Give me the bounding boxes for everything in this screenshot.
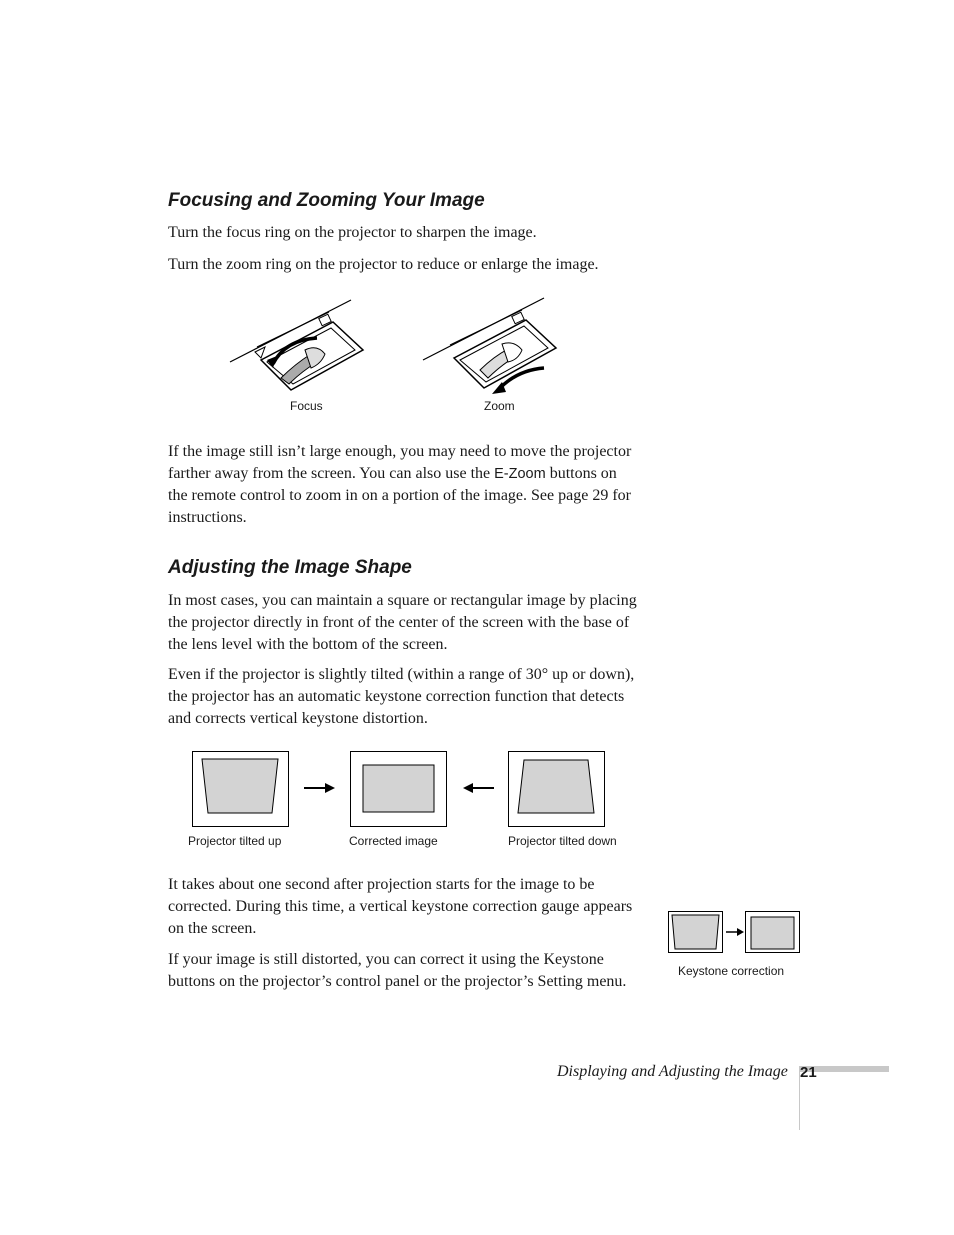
side-arrow-right-icon xyxy=(725,927,745,937)
figure-caption-corrected: Corrected image xyxy=(349,834,438,848)
focus-ring-illustration xyxy=(230,300,363,390)
paragraph-ezoom-text-2: buttons on the remote control to zoom in on a portion of the image. See page 29 for instructions. xyxy=(168,465,631,526)
footer-chapter-title: Displaying and Adjusting the Image xyxy=(557,1063,788,1080)
side-figure-after-frame xyxy=(745,911,800,953)
figure-tilted-down-frame xyxy=(508,751,605,827)
section-heading-focusing: Focusing and Zooming Your Image xyxy=(168,190,485,211)
side-figure-caption: Keystone correction xyxy=(678,964,785,978)
paragraph-ezoom xyxy=(168,441,638,529)
figure-caption-zoom: Zoom xyxy=(484,399,515,413)
paragraph-focus-ring: Turn the focus ring on the projector to sharpen the image. xyxy=(168,224,537,241)
arrow-right-icon xyxy=(303,781,337,795)
paragraph-one-second: It takes about one second after projection starts for the image to be corrected. During this time, a vertical keystone correction gauge appears on the screen. xyxy=(168,876,633,937)
figure-caption-tilted-down: Projector tilted down xyxy=(508,834,617,848)
paragraph-maintain-square: In most cases, you can maintain a square or rectangular image by placing the projector directly in front of the center of the screen with the base of the lens level with the bottom of the screen. xyxy=(168,592,637,653)
figure-caption-tilted-up: Projector tilted up xyxy=(188,834,282,848)
figure-tilted-up-frame xyxy=(192,751,289,827)
zoom-ring-illustration xyxy=(423,298,556,394)
paragraph-keystone-auto: Even if the projector is slightly tilted (within a range of 30° up or down), the projector has an automatic keystone correction function that detects and corrects vertical keystone distortion. xyxy=(168,666,635,727)
tilted-down-image-icon xyxy=(509,752,604,826)
arrow-left-icon xyxy=(461,781,495,795)
paragraph-still-distorted: If your image is still distorted, you can correct it using the Keystone buttons on the projector’s control panel or the projector’s Setting menu. xyxy=(168,951,627,990)
ezoom-button-label: E-Zoom xyxy=(494,466,546,482)
figure-corrected-frame xyxy=(350,751,447,827)
tilted-up-image-icon xyxy=(193,752,288,826)
paragraph-zoom-ring: Turn the zoom ring on the projector to reduce or enlarge the image. xyxy=(168,256,599,273)
side-figure-before-frame xyxy=(668,911,723,953)
focus-zoom-illustration xyxy=(225,292,565,402)
keystone-before-icon xyxy=(669,912,722,952)
figure-caption-focus: Focus xyxy=(290,399,323,413)
section-heading-image-shape: Adjusting the Image Shape xyxy=(168,557,412,578)
paragraph-ezoom-text-1: If the image still isn’t large enough, you may need to move the projector farther away from the screen. You can also use the xyxy=(168,443,632,482)
corrected-image-icon xyxy=(351,752,446,826)
page-number: 21 xyxy=(800,1064,817,1081)
keystone-after-icon xyxy=(746,912,799,952)
